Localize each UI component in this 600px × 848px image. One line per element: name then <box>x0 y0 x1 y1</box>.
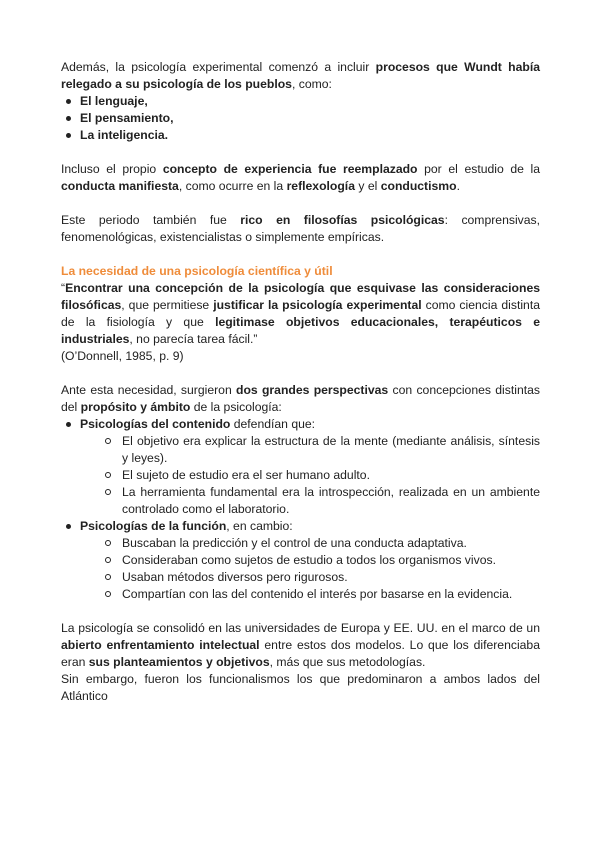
section-heading: La necesidad de una psicología científica y útil <box>61 264 333 278</box>
list-item: El lenguaje, <box>61 93 540 110</box>
paragraph-consolidation: La psicología se consolidó en las universidades de Europa y EE. UU. en el marco de un abierto enfrentamiento intelectual entre estos dos modelos. Lo que los diferenciaba eran sus planteamientos y objetivos, más que sus metodologías. <box>61 621 540 669</box>
function-psychology-sublist <box>80 535 540 603</box>
list-item: Consideraban como sujetos de estudio a todos los organismos vivos. <box>80 552 540 569</box>
list-item: La inteligencia. <box>61 127 540 144</box>
perspectives-list <box>61 416 540 603</box>
paragraph-functionalism: Sin embargo, fueron los funcionalismos los que predominaron a ambos lados del Atlántico <box>61 672 540 703</box>
list-item: La herramienta fundamental era la introspección, realizada en un ambiente controlado como el laboratorio. <box>80 484 540 518</box>
list-item: Usaban métodos diversos pero rigurosos. <box>80 569 540 586</box>
list-item-function-psychology: Psicologías de la función, en cambio: Buscaban la predicción y el control de una conducta adaptativa. Consideraban como sujetos de estudio a todos los organismos vivos. Usaban métodos diversos pero rigurosos. Compartían con las del contenido el interés por basarse en la evidencia. <box>61 518 540 603</box>
paragraph-perspectives: Ante esta necesidad, surgieron dos grandes perspectivas con concepciones distintas del propósito y ámbito de la psicología: <box>61 383 540 414</box>
content-psychology-sublist <box>80 433 540 518</box>
list-item: El objetivo era explicar la estructura de la mente (mediante análisis, síntesis y leyes). <box>80 433 540 467</box>
paragraph-intro: Además, la psicología experimental comenzó a incluir procesos que Wundt había relegado a su psicología de los pueblos, como: <box>61 60 541 91</box>
list-item: El pensamiento, <box>61 110 540 127</box>
list-item: Compartían con las del contenido el interés por basarse en la evidencia. <box>80 586 540 603</box>
quote-citation: (O’Donnell, 1985, p. 9) <box>61 349 184 363</box>
paragraph-period: Este periodo también fue rico en filosofías psicológicas: comprensivas, fenomenológicas, existencialistas o simplemente empíricas. <box>61 213 541 244</box>
list-item: Buscaban la predicción y el control de una conducta adaptativa. <box>80 535 540 552</box>
list-item: El sujeto de estudio era el ser humano adulto. <box>80 467 540 484</box>
document-body <box>61 59 540 705</box>
quote-paragraph: “Encontrar una concepción de la psicología que esquivase las consideraciones filosóficas, que permitiese justificar la psicología experimental como ciencia distinta de la fisiología y que legitimase objetivos educacionales, terapéuticos e industriales, no parecía tarea fácil.” <box>61 281 540 346</box>
list-item-content-psychology: Psicologías del contenido defendían que: El objetivo era explicar la estructura de la mente (mediante análisis, síntesis y leyes). El sujeto de estudio era el ser humano adulto. La herramienta fundamental era la introspección, realizada en un ambiente controlado como el laboratorio. <box>61 416 540 518</box>
paragraph-experience: Incluso el propio concepto de experiencia fue reemplazado por el estudio de la conducta manifiesta, como ocurre en la reflexología y el conductismo. <box>61 162 541 193</box>
bullet-list-processes <box>61 93 540 144</box>
